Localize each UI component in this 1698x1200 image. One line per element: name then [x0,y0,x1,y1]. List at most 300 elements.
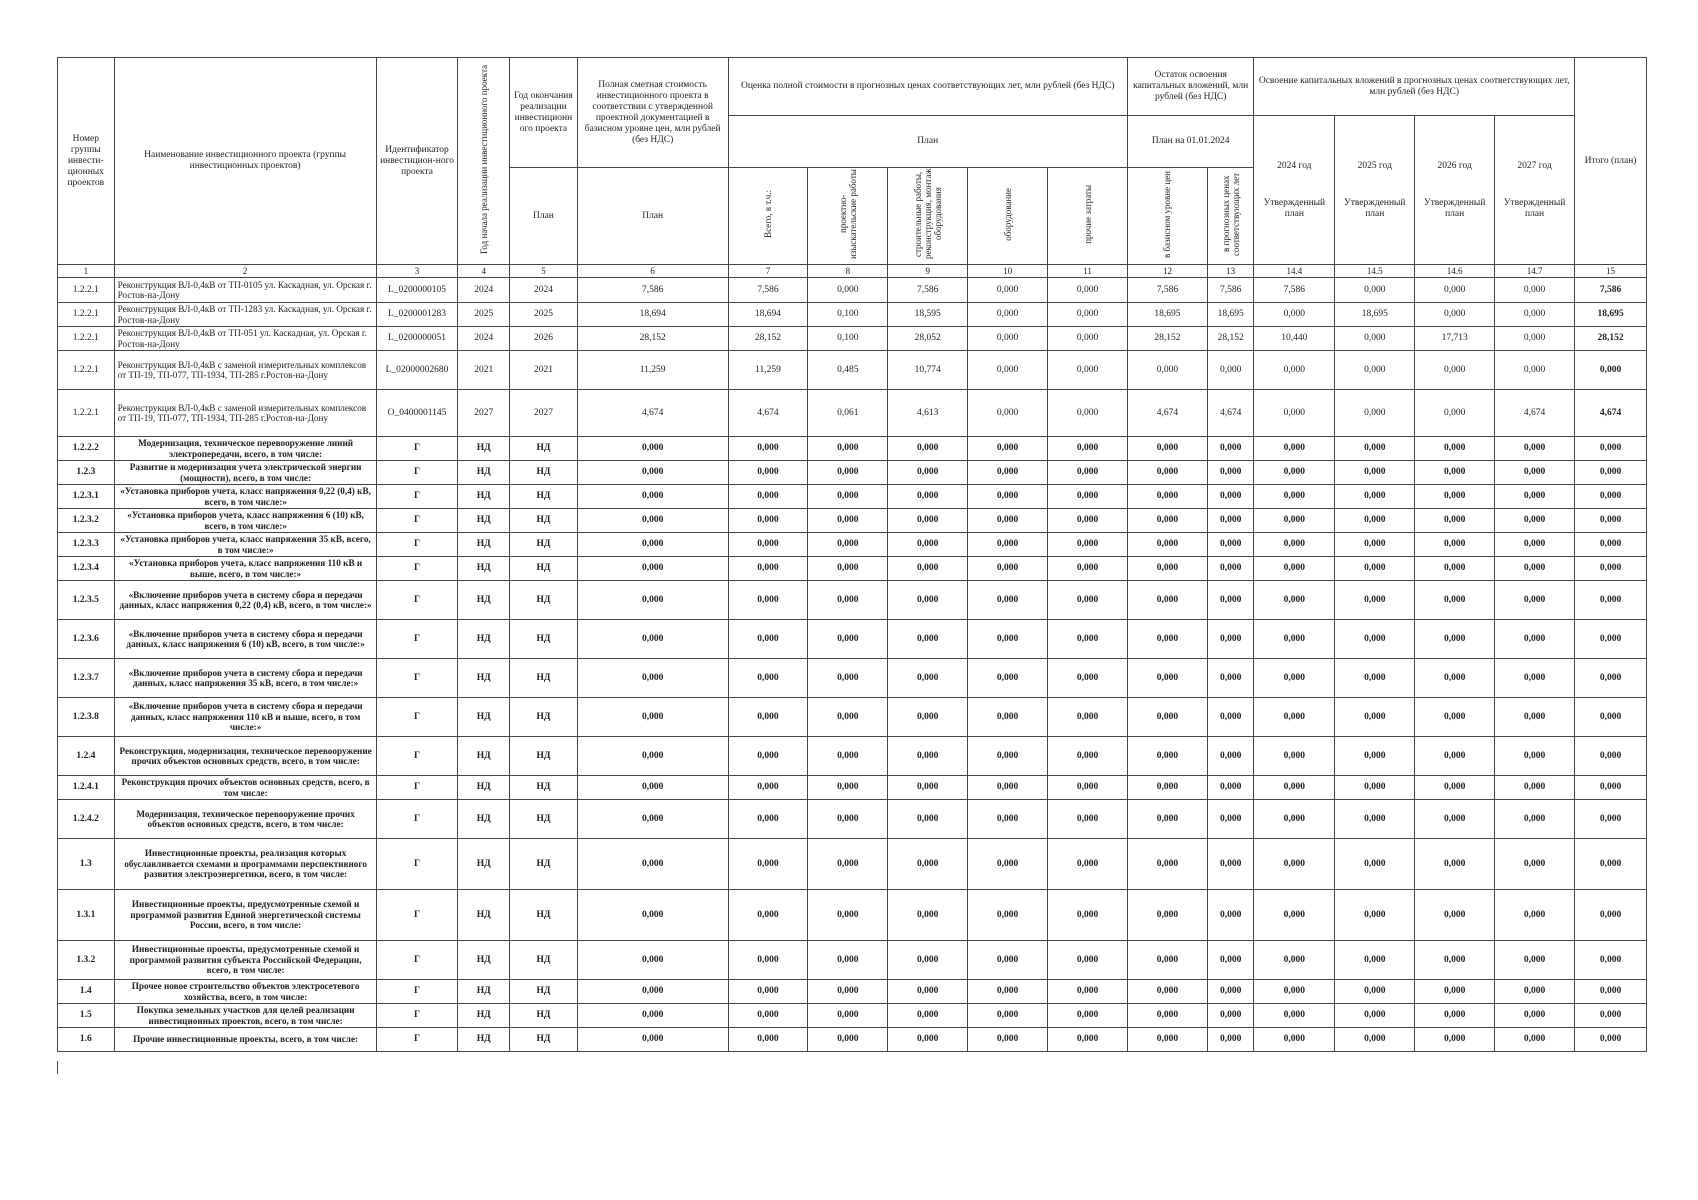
table-cell: 0,000 [808,659,888,698]
header-forecast-prices-label: в прогнозных ценах соответствующих лет [1220,172,1241,256]
header-project-name: Наименование инвестиционного проекта (группы инвестиционных проектов) [114,58,376,265]
table-cell: НД [510,941,578,980]
table-cell: 0,000 [1254,1004,1335,1028]
table-cell: 0,000 [728,581,808,620]
table-cell: 0,000 [1207,776,1254,800]
table-cell: НД [510,1028,578,1052]
table-cell: 0,000 [1495,1028,1575,1052]
header-year-2024 [1254,116,1335,265]
table-cell: 18,595 [888,303,968,327]
table-cell: 0,000 [1254,461,1335,485]
total-cell: 0,000 [1575,737,1647,776]
header-total-incl-label: Всего, в т.ч.: [762,190,773,238]
table-cell: 0,000 [968,620,1048,659]
total-cell: 0,000 [1575,485,1647,509]
column-index-cell: 14.5 [1335,265,1415,278]
table-cell: 0,000 [1495,461,1575,485]
table-cell: 0,000 [1048,800,1128,839]
table-cell: 0,000 [577,839,728,890]
project-name-cell: Реконструкция ВЛ-0,4кВ от ТП-051 ул. Каскадная, ул. Орская г. Ростов-на-Дону [114,327,376,351]
table-cell: 0,000 [1335,776,1415,800]
table-cell: 0,000 [1495,509,1575,533]
table-cell: 0,000 [577,533,728,557]
column-index-cell: 10 [968,265,1048,278]
column-index-cell: 3 [376,265,458,278]
table-cell: 0,000 [1254,533,1335,557]
group-number-cell: 1.2.4.2 [58,800,115,839]
table-cell: 0,000 [1335,351,1415,390]
table-cell: 0,000 [1128,533,1208,557]
table-cell: 0,000 [808,800,888,839]
table-cell: 0,000 [1128,980,1208,1004]
column-index-cell: 1 [58,265,115,278]
table-row [58,941,1647,980]
table-cell: 0,000 [1415,351,1495,390]
table-cell: 0,000 [1415,509,1495,533]
table-cell: 10,440 [1254,327,1335,351]
table-cell: 0,000 [577,941,728,980]
table-cell: 0,000 [1128,620,1208,659]
table-cell: 2027 [458,390,510,437]
identifier-cell: Г [376,698,458,737]
table-cell: 18,695 [1128,303,1208,327]
table-cell: 0,000 [1335,278,1415,303]
table-cell: 0,000 [1048,533,1128,557]
header-group-number: Номер группы инвести-ционных проектов [58,58,115,265]
header-full-cost-plan: План [577,168,728,265]
table-cell: 2024 [458,278,510,303]
project-name-cell: Инвестиционные проекты, реализация которых обуславливается схемами и программами перспективного развития электроэнергетики, всего, в том числе: [114,839,376,890]
table-cell: 0,000 [1207,980,1254,1004]
table-cell: 0,000 [1254,557,1335,581]
table-cell: 0,000 [808,776,888,800]
project-name-cell: «Включение приборов учета в систему сбора и передачи данных, класс напряжения 35 кВ, всего, в том числе:» [114,659,376,698]
table-cell: 0,000 [728,461,808,485]
table-cell: 2025 [458,303,510,327]
identifier-cell: Г [376,509,458,533]
table-cell: 0,000 [1128,890,1208,941]
table-cell: 4,674 [728,390,808,437]
table-cell: 0,000 [1415,557,1495,581]
header-total-incl [728,168,808,265]
table-cell: 0,000 [1128,737,1208,776]
project-name-cell: «Включение приборов учета в систему сбора и передачи данных, класс напряжения 110 кВ и выше, всего, в том числе:» [114,698,376,737]
identifier-cell: Г [376,941,458,980]
group-number-cell: 1.2.4 [58,737,115,776]
table-cell: 0,000 [1048,776,1128,800]
group-number-cell: 1.3 [58,839,115,890]
table-cell: НД [510,581,578,620]
table-cell: 0,000 [1335,533,1415,557]
table-cell: 0,000 [808,533,888,557]
table-cell: НД [510,839,578,890]
table-cell: 0,000 [888,437,968,461]
table-cell: 0,000 [888,1004,968,1028]
table-cell: 0,000 [1048,839,1128,890]
table-cell: 0,000 [968,437,1048,461]
table-cell: 0,000 [1207,461,1254,485]
table-cell: 0,000 [1335,737,1415,776]
table-cell: 0,000 [1207,1028,1254,1052]
identifier-cell: Г [376,659,458,698]
table-cell: 0,000 [888,941,968,980]
column-index-cell: 6 [577,265,728,278]
table-cell: 0,000 [1254,1028,1335,1052]
table-cell: 0,000 [1495,303,1575,327]
header-full-cost: Полная сметная стоимость инвестиционного проекта в соответствии с утвержденной проектной документацией в базисном уровне цен, млн рублей (без НДС) [577,58,728,168]
table-cell: НД [458,800,510,839]
table-cell: 2025 [510,303,578,327]
table-cell: 0,000 [888,659,968,698]
table-cell: НД [510,557,578,581]
table-cell: НД [458,776,510,800]
table-cell: 0,000 [1415,890,1495,941]
table-cell: 0,000 [1495,1004,1575,1028]
table-cell: 0,000 [577,581,728,620]
project-name-cell: Покупка земельных участков для целей реализации инвестиционных проектов, всего, в том числе: [114,1004,376,1028]
table-cell: 0,000 [1048,351,1128,390]
table-cell: 0,000 [888,737,968,776]
table-cell: 0,000 [1048,557,1128,581]
group-number-cell: 1.4 [58,980,115,1004]
table-cell: НД [458,1028,510,1052]
project-name-cell: Прочее новое строительство объектов электросетевого хозяйства, всего, в том числе: [114,980,376,1004]
table-cell: 0,000 [1048,737,1128,776]
column-index-cell: 12 [1128,265,1208,278]
project-name-cell: Реконструкция прочих объектов основных средств, всего, в том числе: [114,776,376,800]
identifier-cell: Г [376,776,458,800]
table-cell: 0,000 [808,620,888,659]
group-number-cell: 1.2.3.6 [58,620,115,659]
table-cell: 0,000 [1415,303,1495,327]
table-row [58,461,1647,485]
table-cell: 0,000 [1335,581,1415,620]
table-cell: 0,000 [1495,659,1575,698]
table-cell: 0,000 [577,737,728,776]
table-row [58,1004,1647,1028]
table-cell: 0,000 [1495,581,1575,620]
table-cell: 0,000 [1207,890,1254,941]
table-cell: НД [510,698,578,737]
table-cell: 0,000 [1335,890,1415,941]
total-cell: 18,695 [1575,303,1647,327]
table-cell: 0,000 [888,776,968,800]
table-cell: 0,000 [1335,800,1415,839]
table-cell: 0,000 [1207,509,1254,533]
table-cell: 18,695 [1207,303,1254,327]
header-equipment [968,168,1048,265]
table-row [58,509,1647,533]
group-number-cell: 1.2.3.4 [58,557,115,581]
table-cell: НД [458,620,510,659]
table-cell: 0,000 [888,509,968,533]
table-cell: 0,000 [968,461,1048,485]
table-cell: 0,000 [1207,437,1254,461]
identifier-cell: L_0200001283 [376,303,458,327]
header-remaining-group: Остаток освоения капитальных вложений, млн рублей (без НДС) [1128,58,1254,116]
table-cell: 0,000 [808,698,888,737]
header-start-year-label: Год начала реализации инвестиционного проекта [478,64,489,254]
table-cell: 0,000 [1048,1004,1128,1028]
table-cell: 0,000 [1335,1028,1415,1052]
header-year-2025 [1335,116,1415,265]
total-cell: 0,000 [1575,980,1647,1004]
table-cell: 2021 [510,351,578,390]
table-cell: 0,000 [1335,941,1415,980]
table-cell: 0,000 [968,980,1048,1004]
identifier-cell: Г [376,437,458,461]
group-number-cell: 1.2.2.2 [58,437,115,461]
table-cell: 7,586 [1207,278,1254,303]
identifier-cell: Г [376,581,458,620]
approved-plan-label: Утвержденный план [1263,197,1326,219]
table-cell: 0,000 [728,800,808,839]
table-cell: 0,000 [968,509,1048,533]
group-number-cell: 1.6 [58,1028,115,1052]
table-cell: 0,000 [1254,839,1335,890]
total-cell: 0,000 [1575,776,1647,800]
group-number-cell: 1.2.3.7 [58,659,115,698]
column-index-cell: 4 [458,265,510,278]
table-cell: 0,000 [888,557,968,581]
group-number-cell: 1.2.2.1 [58,351,115,390]
column-index-cell: 13 [1207,265,1254,278]
table-cell: 2026 [510,327,578,351]
table-cell: 0,000 [968,659,1048,698]
table-cell: 0,000 [1048,659,1128,698]
group-number-cell: 1.3.1 [58,890,115,941]
project-name-cell: «Включение приборов учета в систему сбора и передачи данных, класс напряжения 0,22 (0,4) кВ, всего, в том числе:» [114,581,376,620]
table-cell: 28,152 [1128,327,1208,351]
header-construction-works [888,168,968,265]
table-cell: 0,000 [1128,839,1208,890]
column-index-row [58,265,1647,278]
table-cell: 0,000 [1415,800,1495,839]
table-cell: 7,586 [888,278,968,303]
column-index-cell: 14.4 [1254,265,1335,278]
table-cell: 10,774 [888,351,968,390]
table-cell: 28,152 [1207,327,1254,351]
table-cell: НД [458,485,510,509]
table-cell: 0,000 [1254,437,1335,461]
table-cell: 0,000 [1048,390,1128,437]
table-cell: 4,674 [1495,390,1575,437]
table-cell: НД [510,485,578,509]
table-cell: 0,000 [577,890,728,941]
total-cell: 28,152 [1575,327,1647,351]
table-cell: 0,000 [1207,581,1254,620]
table-cell: 0,000 [1335,485,1415,509]
table-cell: НД [458,437,510,461]
table-cell: 0,000 [728,839,808,890]
table-cell: 0,000 [1415,620,1495,659]
investment-program-table [57,57,1647,1052]
table-cell: 0,000 [808,1028,888,1052]
table-cell: 0,000 [1495,800,1575,839]
project-name-cell: Инвестиционные проекты, предусмотренные схемой и программой развития Единой энергетической системы России, всего, в том числе: [114,890,376,941]
table-cell: 0,000 [1254,776,1335,800]
table-cell: 0,000 [728,698,808,737]
table-row [58,485,1647,509]
table-cell: 0,000 [1495,278,1575,303]
total-cell: 0,000 [1575,890,1647,941]
table-cell: 0,000 [1495,620,1575,659]
table-cell: 0,000 [728,890,808,941]
header-identifier: Идентификатор инвестицион-ного проекта [376,58,458,265]
table-cell: 0,000 [728,776,808,800]
header-total-plan: Итого (план) [1575,58,1647,265]
table-cell: НД [458,737,510,776]
table-cell: 0,000 [728,941,808,980]
table-cell: 0,000 [808,941,888,980]
project-name-cell: Реконструкция ВЛ-0,4кВ с заменой измерительных комплексов от ТП-19, ТП-077, ТП-1934, ТП-285 г.Ростов-на-Дону [114,351,376,390]
table-cell: НД [510,461,578,485]
table-cell: 0,000 [888,485,968,509]
project-name-cell: «Установка приборов учета, класс напряжения 6 (10) кВ, всего, в том числе:» [114,509,376,533]
table-cell: 0,000 [1128,437,1208,461]
table-cell: 0,000 [1128,581,1208,620]
table-cell: 0,000 [1495,437,1575,461]
table-cell: 0,000 [808,557,888,581]
table-cell: 0,000 [1335,620,1415,659]
table-cell: 0,000 [968,351,1048,390]
table-cell: 0,000 [1048,581,1128,620]
project-name-cell: «Установка приборов учета, класс напряжения 110 кВ и выше, всего, в том числе:» [114,557,376,581]
table-cell: НД [510,437,578,461]
identifier-cell: L_0200000051 [376,327,458,351]
table-cell: 0,000 [1495,327,1575,351]
total-cell: 0,000 [1575,1028,1647,1052]
table-cell: НД [458,581,510,620]
table-cell: 0,000 [1048,437,1128,461]
approved-plan-label: Утвержденный план [1343,197,1406,219]
table-cell: 0,000 [577,461,728,485]
header-development-group: Освоение капитальных вложений в прогнозных ценах соответствующих лет, млн рублей (без НДС) [1254,58,1575,116]
project-name-cell: Реконструкция, модернизация, техническое перевооружение прочих объектов основных средств, всего, в том числе: [114,737,376,776]
table-cell: 0,000 [1495,776,1575,800]
table-cell: 28,152 [728,327,808,351]
table-cell: 2024 [510,278,578,303]
table-cell: 7,586 [577,278,728,303]
table-cell: 0,000 [968,485,1048,509]
table-cell: 0,000 [728,485,808,509]
identifier-cell: L_02000002680 [376,351,458,390]
table-cell: 0,000 [1254,941,1335,980]
header-year-2027 [1495,116,1575,265]
table-cell: 0,000 [728,533,808,557]
year-2026-label: 2026 год [1437,160,1472,171]
column-index-cell: 14.7 [1495,265,1575,278]
group-number-cell: 1.2.3.5 [58,581,115,620]
total-cell: 0,000 [1575,941,1647,980]
table-cell: 0,000 [1207,659,1254,698]
table-cell: 7,586 [728,278,808,303]
table-cell: 0,000 [1415,485,1495,509]
table-cell: 0,000 [1128,461,1208,485]
table-cell: 18,694 [728,303,808,327]
table-cell: 28,052 [888,327,968,351]
header-end-year: Год окончания реализации инвестиционн ого проекта [510,58,578,168]
table-cell: 0,000 [888,839,968,890]
project-name-cell: Модернизация, техническое перевооружение прочих объектов основных средств, всего, в том числе: [114,800,376,839]
table-cell: 0,000 [1335,980,1415,1004]
table-cell: 0,000 [1335,461,1415,485]
table-border-tail [57,1061,58,1074]
identifier-cell: Г [376,800,458,839]
column-index-cell: 2 [114,265,376,278]
identifier-cell: Г [376,620,458,659]
table-cell: 0,000 [1415,278,1495,303]
table-cell: 0,000 [1207,1004,1254,1028]
header-base-prices [1128,168,1208,265]
group-number-cell: 1.2.2.1 [58,390,115,437]
table-cell: 0,000 [1415,941,1495,980]
table-cell: 0,000 [1335,557,1415,581]
table-cell: 0,000 [1415,437,1495,461]
table-cell: 0,000 [1415,659,1495,698]
project-name-cell: Развитие и модернизация учета электрической энергии (мощности), всего, в том числе: [114,461,376,485]
table-cell: 0,000 [577,485,728,509]
table-cell: 0,000 [1207,698,1254,737]
group-number-cell: 1.2.4.1 [58,776,115,800]
identifier-cell: L_0200000105 [376,278,458,303]
table-cell: НД [458,461,510,485]
table-cell: 0,000 [968,303,1048,327]
table-cell: 0,000 [1495,890,1575,941]
header-plan: План [728,116,1128,168]
total-cell: 0,000 [1575,839,1647,890]
table-cell: 0,000 [1335,1004,1415,1028]
table-cell: 0,000 [1254,581,1335,620]
group-number-cell: 1.2.3 [58,461,115,485]
table-row [58,980,1647,1004]
table-cell: 0,000 [1254,390,1335,437]
table-row [58,776,1647,800]
table-cell: 0,000 [728,509,808,533]
table-cell: 0,000 [808,839,888,890]
table-cell: 0,000 [808,980,888,1004]
table-cell: 0,000 [1254,303,1335,327]
table-cell: 0,000 [577,659,728,698]
table-cell: 0,000 [1415,776,1495,800]
table-cell: 0,000 [1048,509,1128,533]
identifier-cell: Г [376,461,458,485]
table-cell: 0,000 [577,509,728,533]
table-cell: 2021 [458,351,510,390]
table-cell: НД [458,890,510,941]
table-cell: 0,000 [1335,698,1415,737]
table-cell: 0,100 [808,327,888,351]
header-other-costs-label: прочие затраты [1082,184,1093,244]
header-forecast-prices [1207,168,1254,265]
table-cell: 0,000 [1207,800,1254,839]
group-number-cell: 1.2.2.1 [58,327,115,351]
table-row [58,327,1647,351]
table-cell: 0,000 [577,437,728,461]
column-index-cell: 14.6 [1415,265,1495,278]
identifier-cell: Г [376,839,458,890]
table-cell: 0,000 [1207,485,1254,509]
table-cell: 0,000 [888,461,968,485]
table-row [58,278,1647,303]
table-cell: 0,000 [1495,980,1575,1004]
project-name-cell: «Установка приборов учета, класс напряжения 0,22 (0,4) кВ, всего, в том числе:» [114,485,376,509]
table-cell: 0,000 [968,581,1048,620]
table-cell: 0,000 [808,437,888,461]
table-cell: 0,000 [808,581,888,620]
total-cell: 0,000 [1575,800,1647,839]
table-cell: 0,000 [1495,698,1575,737]
